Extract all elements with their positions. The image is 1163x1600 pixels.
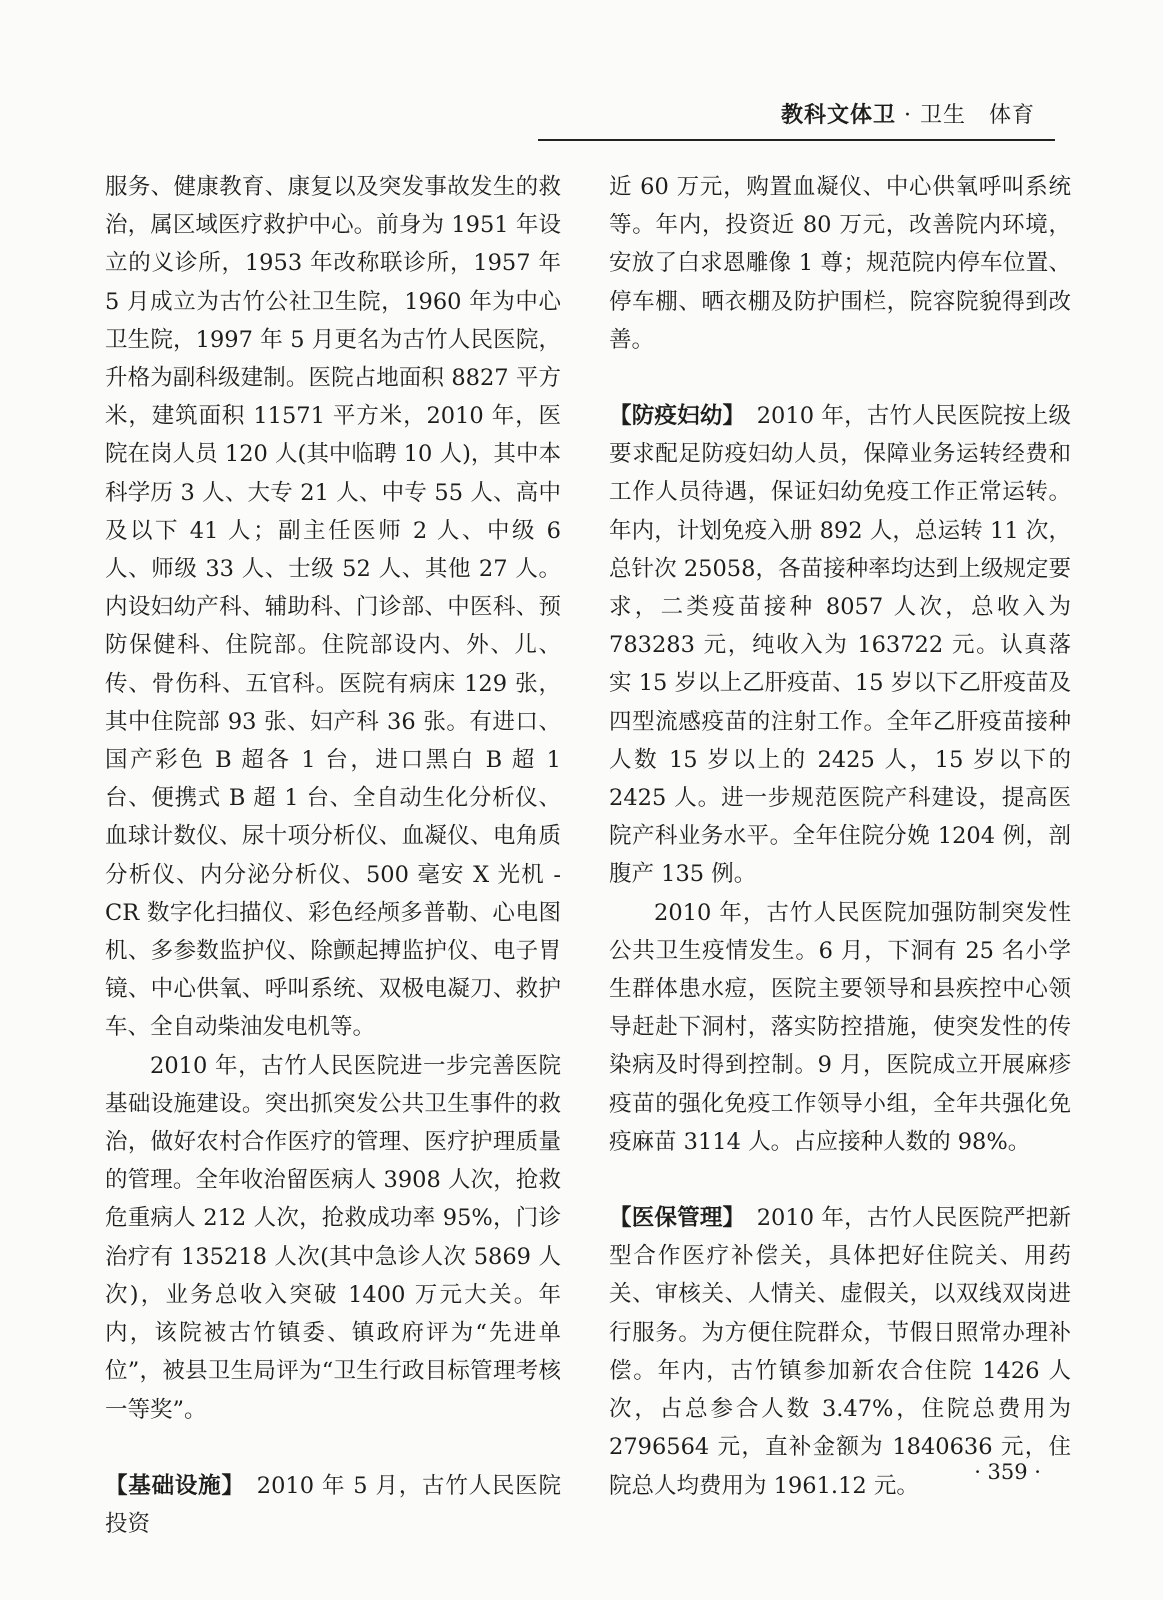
paragraph-infrastructure-cont: 近 60 万元，购置血凝仪、中心供氧呼叫系统等。年内，投资近 80 万元，改善院内环境，安放了白求恩雕像 1 尊；规范院内停车位置、停车棚、晒衣棚及防护围栏，院容院貌得到改善。	[609, 174, 1071, 353]
header-category: 教科文体卫	[780, 102, 896, 128]
header-rule	[538, 139, 1055, 141]
paragraph-epidemic-prevention	[609, 397, 1071, 894]
section-tag-epidemic: 【防疫妇幼】	[609, 403, 735, 430]
paragraph-2010-summary: 2010 年，古竹人民医院进一步完善医院基础设施建设。突出抓突发公共卫生事件的救治，做好农村合作医疗的管理、医疗护理质量的管理。全年收治留医病人 3908 人次，抢救危重病人 212 人次，抢救成功率 95%，门诊治疗有 135218 人次(其中急诊人次 5869 人次)，业务总收入突破 1400 万元大关。年内，该院被古竹镇委、镇政府评为“先进单位”，被县卫生局评为“卫生行政目标管理考核一等奖”。	[105, 1052, 561, 1423]
paragraph-infrastructure	[105, 1467, 561, 1543]
epidemic-text: 2010 年，古竹人民医院按上级要求配足防疫妇幼人员，保障业务运转经费和工作人员待遇，保证妇幼免疫工作正常运转。年内，计划免疫入册 892 人，总运转 11 次，总针次 25058，各苗接种率均达到上级规定要求，二类疫苗接种 8057 人次，总收入为 783283 元，纯收入为 163722 元。认真落实 15 岁以上乙肝疫苗、15 岁以下乙肝疫苗及四型流感疫苗的注射工作。全年乙肝疫苗接种人数 15 岁以上的 2425 人，15 岁以下的 2425 人。进一步规范医院产科建设，提高医院产科业务水平。全年住院分娩 1204 例，剖腹产 135 例。	[609, 403, 1071, 888]
section-tag-insurance: 【医保管理】	[609, 1205, 735, 1232]
header-subcategory: 卫生 体育	[919, 103, 1035, 128]
infrastructure-text: 2010 年 5 月，古竹人民医院投资	[105, 1472, 561, 1537]
paragraph-insurance-management	[609, 1199, 1071, 1505]
page-number: · 359 ·	[974, 1460, 1041, 1484]
insurance-text: 2010 年，古竹人民医院严把新型合作医疗补偿关，具体把好住院关、用药关、审核关、人情关、虚假关，以双线双岗进行服务。为方便住院群众，节假日照常办理补偿。年内，古竹镇参加新农合住院 1426 人次，占总参合人数 3.47%，住院总费用为 2796564 元，直补金额为 1840636 元，住院总人均费用为 1961.12 元。	[609, 1205, 1071, 1499]
header-separator: ·	[903, 103, 912, 128]
left-column	[105, 168, 561, 1543]
paragraph-hospital-overview: 服务、健康教育、康复以及突发事故发生的救治，属区域医疗救护中心。前身为 1951 年设立的义诊所，1953 年改称联诊所，1957 年 5 月成立为古竹公社卫生院，1960 年为中心卫生院，1997 年 5 月更名为古竹人民医院，升格为副科级建制。医院占地面积 8827 平方米，建筑面积 11571 平方米，2010 年，医院在岗人员 120 人(其中临聘 10 人)，其中本科学历 3 人、大专 21 人、中专 55 人、高中及以下 41 人；副主任医师 2 人、中级 6 人、师级 33 人、士级 52 人、其他 27 人。内设妇幼产科、辅助科、门诊部、中医科、预防保健科、住院部。住院部设内、外、儿、传、骨伤科、五官科。医院有病床 129 张，其中住院部 93 张、妇产科 36 张。有进口、国产彩色 B 超各 1 台，进口黑白 B 超 1 台、便携式 B 超 1 台、全自动生化分析仪、血球计数仪、尿十项分析仪、血凝仪、电角质分析仪、内分泌分析仪、500 毫安 X 光机 - CR 数字化扫描仪、彩色经颅多普勒、心电图机、多参数监护仪、除颤起搏监护仪、电子胃镜、中心供氧、呼叫系统、双极电凝刀、救护车、全自动柴油发电机等。	[105, 174, 561, 1041]
running-header	[781, 98, 1035, 129]
right-column	[609, 168, 1071, 1505]
section-tag-infrastructure: 【基础设施】	[105, 1472, 234, 1499]
paragraph-outbreak-control: 2010 年，古竹人民医院加强防制突发性公共卫生疫情发生。6 月，下洞有 25 名小学生群体患水痘，医院主要领导和县疾控中心领导赶赴下洞村，落实防控措施，使突发性的传染病及时得到控制。9 月，医院成立开展麻疹疫苗的强化免疫工作领导小组，全年共强化免疫麻苗 3114 人。占应接种人数的 98%。	[609, 899, 1071, 1155]
